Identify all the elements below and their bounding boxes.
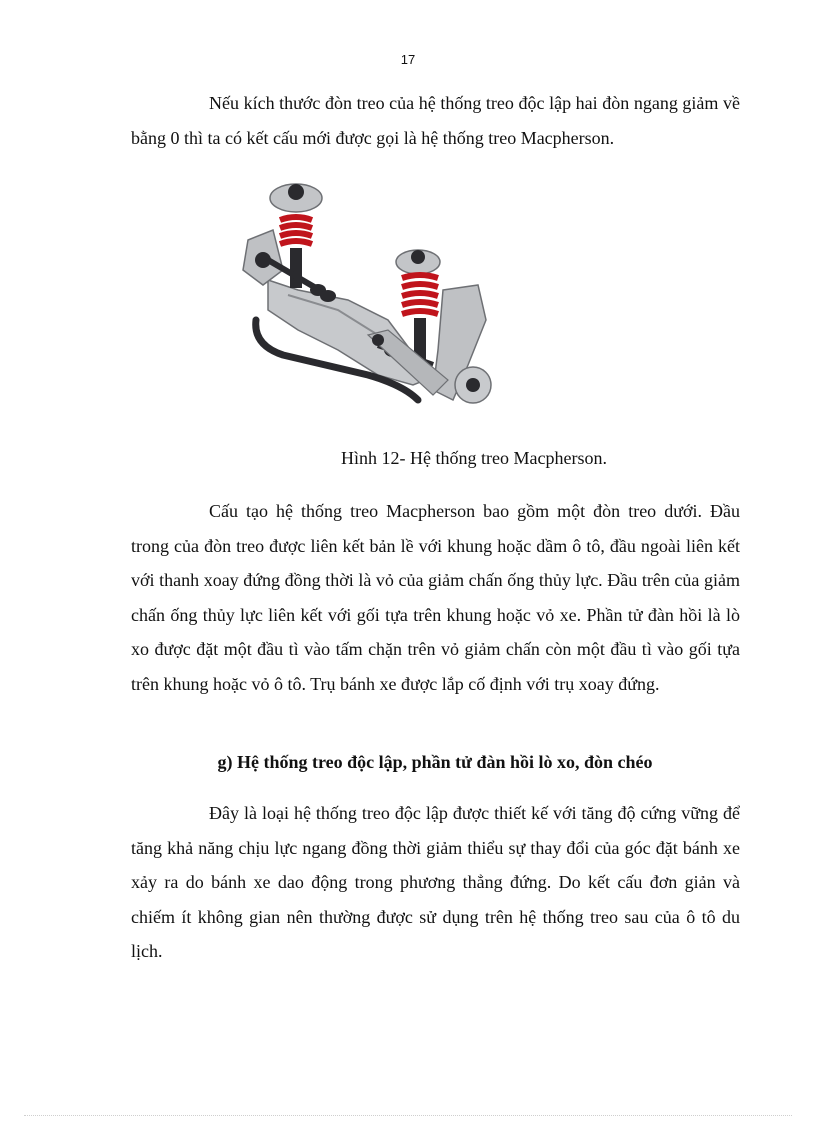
figure-caption: Hình 12- Hệ thống treo Macpherson. bbox=[341, 448, 607, 468]
paragraph-structure bbox=[131, 494, 740, 701]
section-heading: g) Hệ thống treo độc lập, phần tử đàn hồi lò xo, đòn chéo bbox=[217, 752, 653, 772]
paragraph-intro-text: Nếu kích thước đòn treo của hệ thống treo độc lập hai đòn ngang giảm về bằng 0 thì ta có kết cấu mới được gọi là hệ thống treo Macpherson. bbox=[131, 93, 740, 148]
macpherson-suspension-image bbox=[228, 170, 518, 435]
page-bottom-divider bbox=[24, 1115, 792, 1116]
paragraph-description-text: Đây là loại hệ thống treo độc lập được thiết kế với tăng độ cứng vững để tăng khả năng chịu lực ngang đồng thời giảm thiểu sự thay đổi của góc đặt bánh xe xảy ra do bánh xe dao động trong phương thẳng đứng. Do kết cấu đơn giản và chiếm ít không gian nên thường được sử dụng trên hệ thống treo sau của ô tô du lịch. bbox=[131, 803, 740, 961]
paragraph-description bbox=[131, 796, 740, 969]
paragraph-intro bbox=[131, 86, 740, 155]
page-number: 17 bbox=[400, 52, 416, 67]
paragraph-structure-text: Cấu tạo hệ thống treo Macpherson bao gồm một đòn treo dưới. Đầu trong của đòn treo được liên kết bản lề với khung hoặc dầm ô tô, đầu ngoài liên kết với thanh xoay đứng đồng thời là vỏ của giảm chấn ống thủy lực. Đầu trên của giảm chấn ống thủy lực liên kết với gối tựa trên khung hoặc vỏ xe. Phần tử đàn hồi là lò xo được đặt một đầu tì vào tấm chặn trên vỏ giảm chấn còn một đầu tì vào gối tựa trên khung hoặc vỏ ô tô. Trụ bánh xe được lắp cố định với trụ xoay đứng. bbox=[131, 501, 740, 694]
